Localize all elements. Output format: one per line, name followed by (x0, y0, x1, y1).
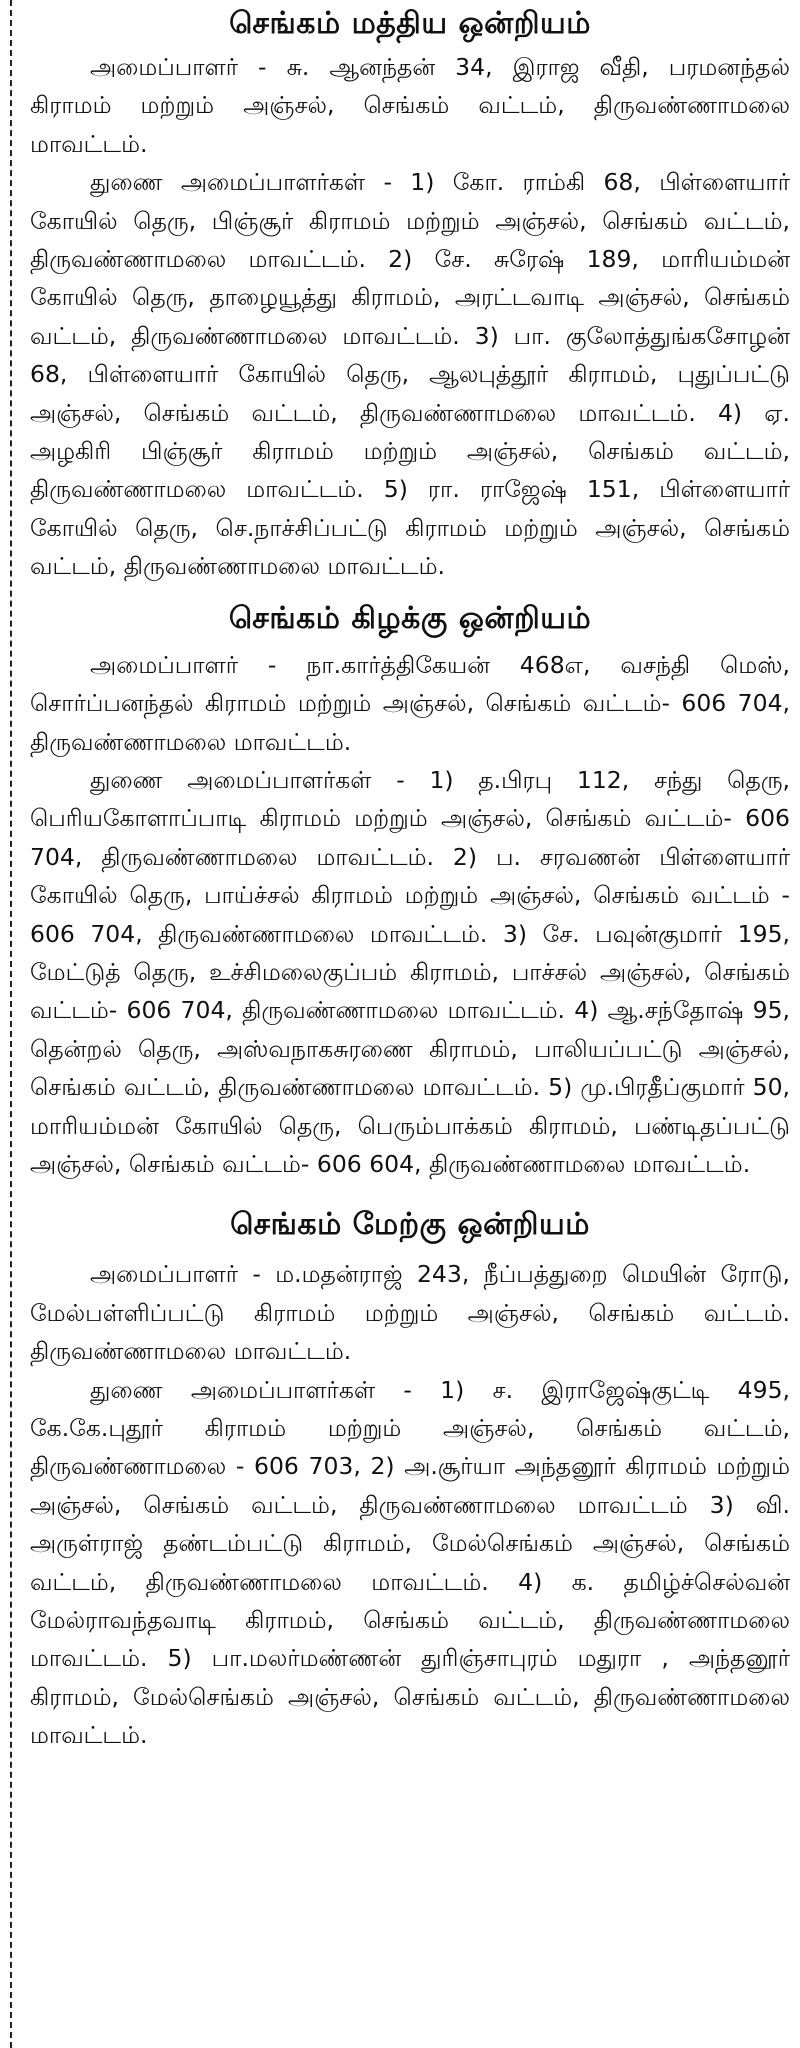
section-sengam-west-union (30, 1197, 790, 1754)
deputy-organizers-paragraph: துணை அமைப்பாளர்கள் - 1) கோ. ராம்கி 68, பிள்ளையார் கோயில் தெரு, பிஞ்சூர் கிராமம் மற்றும் அஞ்சல், செங்கம் வட்டம், திருவண்ணாமலை மாவட்டம். 2) சே. சுரேஷ் 189, மாரியம்மன் கோயில் தெரு, தாழையூத்து கிராமம், அரட்டவாடி அஞ்சல், செங்கம் வட்டம், திருவண்ணாமலை மாவட்டம். 3) பா. குலோத்துங்கசோழன் 68, பிள்ளையார் கோயில் தெரு, ஆலபுத்தூர் கிராமம், புதுப்பட்டு அஞ்சல், செங்கம் வட்டம், திருவண்ணாமலை மாவட்டம். 4) ஏ. அழகிரி பிஞ்சூர் கிராமம் மற்றும் அஞ்சல், செங்கம் வட்டம், திருவண்ணாமலை மாவட்டம். 5) ரா. ராஜேஷ் 151, பிள்ளையார் கோயில் தெரு, செ.நாச்சிப்பட்டு கிராமம் மற்றும் அஞ்சல், செங்கம் வட்டம், திருவண்ணாமலை மாவட்டம். (30, 168, 790, 581)
article-column (30, 0, 790, 1755)
section-heading: செங்கம் மத்திய ஒன்றியம் (229, 6, 591, 41)
organizer-paragraph: அமைப்பாளர் - சு. ஆனந்தன் 34, இராஜ வீதி, பரமனந்தல் கிராமம் மற்றும் அஞ்சல், செங்கம் வட்டம், திருவண்ணாமலை மாவட்டம். (30, 53, 790, 158)
organizer-paragraph: அமைப்பாளர் - ம.மதன்ராஜ் 243, நீப்பத்துறை மெயின் ரோடு, மேல்பள்ளிப்பட்டு கிராமம் மற்றும் அஞ்சல், செங்கம் வட்டம். திருவண்ணாமலை மாவட்டம். (30, 1260, 790, 1366)
organizer-paragraph: அமைப்பாளர் - நா.கார்த்திகேயன் 468எ, வசந்தி மெஸ், சொர்ப்பனந்தல் கிராமம் மற்றும் அஞ்சல், செங்கம் வட்டம்- 606 704, திருவண்ணாமலை மாவட்டம். (30, 650, 790, 756)
section-sengam-east-union (30, 594, 790, 1184)
deputy-organizers-paragraph: துணை அமைப்பாளர்கள் - 1) த.பிரபு 112, சந்து தெரு, பெரியகோளாப்பாடி கிராமம் மற்றும் அஞ்சல், செங்கம் வட்டம்- 606 704, திருவண்ணாமலை மாவட்டம். 2) ப. சரவணன் பிள்ளையார் கோயில் தெரு, பாய்ச்சல் கிராமம் மற்றும் அஞ்சல், செங்கம் வட்டம் - 606 704, திருவண்ணாமலை மாவட்டம். 3) சே. பவுன்குமார் 195, மேட்டுத் தெரு, உச்சிமலைகுப்பம் கிராமம், பாச்சல் அஞ்சல், செங்கம் வட்டம்- 606 704, திருவண்ணாமலை மாவட்டம். 4) ஆ.சந்தோஷ் 95, தென்றல் தெரு, அஸ்வநாகசுரணை கிராமம், பாலியப்பட்டு அஞ்சல், செங்கம் வட்டம், திருவண்ணாமலை மாவட்டம். 5) மு.பிரதீப்குமார் 50, மாரியம்மன் கோயில் தெரு, பெரும்பாக்கம் கிராமம், பண்டிதப்பட்டு அஞ்சல், செங்கம் வட்டம்- 606 604, திருவண்ணாமலை மாவட்டம். (30, 765, 790, 1178)
section-heading: செங்கம் கிழக்கு ஒன்றியம் (228, 600, 592, 636)
dashed-cut-line (10, 0, 12, 2048)
section-heading: செங்கம் மேற்கு ஒன்றியம் (230, 1207, 590, 1243)
section-sengam-central-union (30, 0, 790, 586)
deputy-organizers-paragraph: துணை அமைப்பாளர்கள் - 1) ச. இராஜேஷ்குட்டி 495, கே.கே.புதூர் கிராமம் மற்றும் அஞ்சல், செங்கம் வட்டம், திருவண்ணாமலை - 606 703, 2) அ.சூர்யா அந்தனூர் கிராமம் மற்றும் அஞ்சல், செங்கம் வட்டம், திருவண்ணாமலை மாவட்டம் 3) வி. அருள்ராஜ் தண்டம்பட்டு கிராமம், மேல்செங்கம் அஞ்சல், செங்கம் வட்டம், திருவண்ணாமலை மாவட்டம். 4) க. தமிழ்ச்செல்வன் மேல்ராவந்தவாடி கிராமம், செங்கம் வட்டம், திருவண்ணாமலை மாவட்டம். 5) பா.மலர்மண்ணன் துரிஞ்சாபுரம் மதுரா , அந்தனூர் கிராமம், மேல்செங்கம் அஞ்சல், செங்கம் வட்டம், திருவண்ணாமலை மாவட்டம். (30, 1375, 790, 1750)
